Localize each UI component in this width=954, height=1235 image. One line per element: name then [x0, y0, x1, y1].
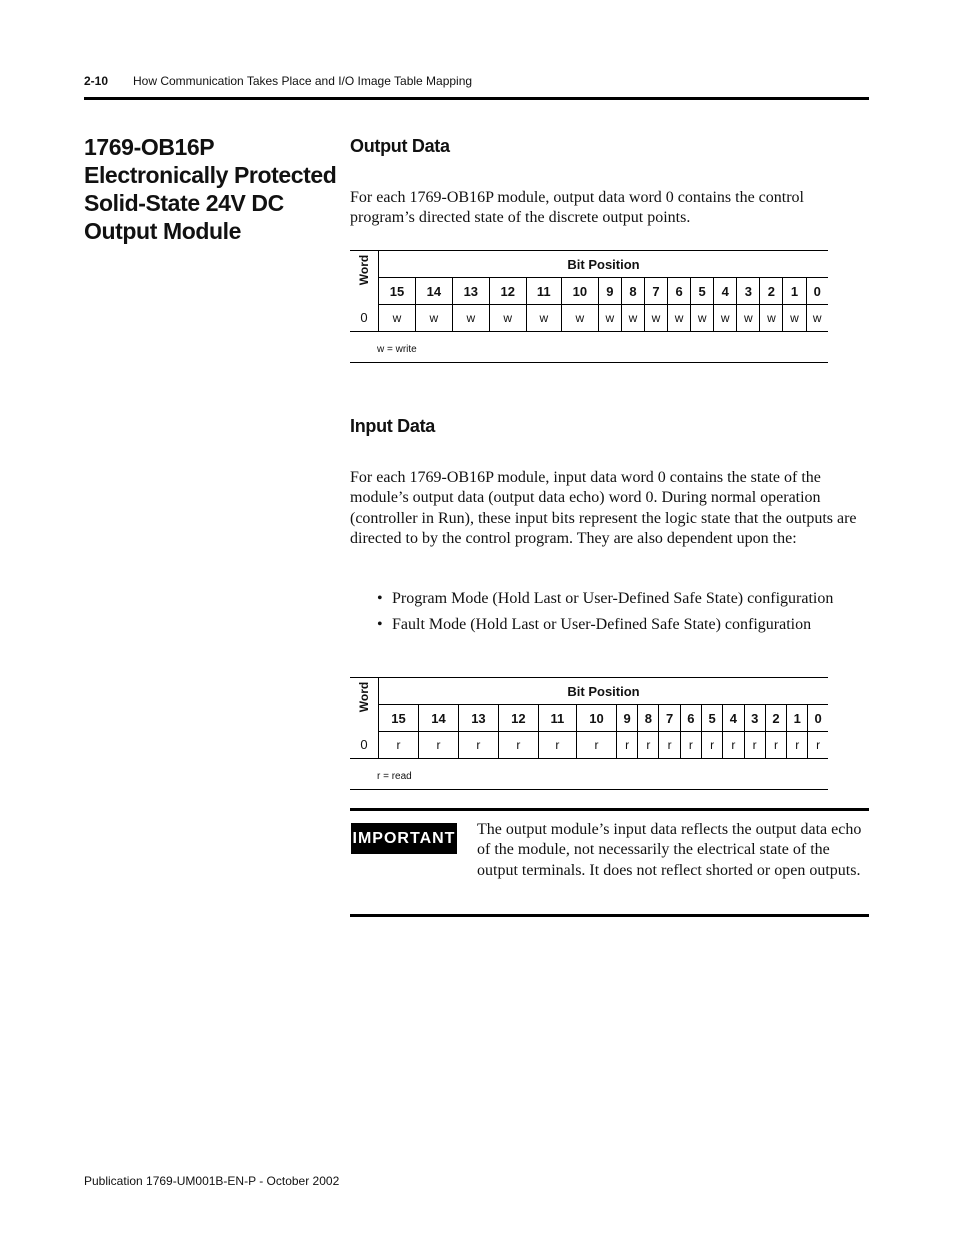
bit-header-cell: 9 [616, 705, 637, 732]
bit-header-cell: 13 [452, 278, 489, 305]
bit-header-cell: 12 [498, 705, 538, 732]
bit-position-header: Bit Position [379, 678, 829, 705]
word-column-header [350, 678, 379, 732]
output-data-heading: Output Data [350, 136, 450, 156]
bit-header-cell: 12 [489, 278, 526, 305]
bit-value-cell: r [787, 732, 808, 759]
bit-value-cell: r [765, 732, 786, 759]
bit-header-cell: 4 [714, 278, 737, 305]
bit-header-cell: 8 [621, 278, 644, 305]
input-data-heading: Input Data [350, 416, 435, 436]
bit-value-cell: r [702, 732, 723, 759]
bit-value-cell: w [806, 305, 828, 332]
bit-value-cell: w [561, 305, 598, 332]
bit-value-cell: w [691, 305, 714, 332]
bit-header-cell: 13 [458, 705, 498, 732]
bit-value-row [350, 732, 828, 759]
output-table-bottom-rule [350, 362, 828, 363]
bit-header-cell: 6 [668, 278, 691, 305]
bit-value-cell: w [415, 305, 452, 332]
bit-header-cell: 7 [659, 705, 680, 732]
word-column-header [350, 251, 379, 305]
bit-value-cell: r [379, 732, 419, 759]
bit-header-cell: 5 [691, 278, 714, 305]
output-legend: w = write [377, 344, 417, 355]
running-head: How Communication Takes Place and I/O Image Table Mapping [133, 74, 473, 88]
bit-value-cell: w [737, 305, 760, 332]
bit-value-cell: r [638, 732, 659, 759]
page-number: 2-10 [84, 74, 109, 88]
bit-header-cell: 2 [760, 278, 783, 305]
bit-header-cell: 7 [644, 278, 667, 305]
bit-value-cell: w [489, 305, 526, 332]
word-label: Word [357, 254, 371, 286]
bit-value-cell: r [723, 732, 744, 759]
bit-header-cell: 4 [723, 705, 744, 732]
word-index: 0 [350, 732, 379, 759]
input-legend: r = read [377, 771, 412, 782]
bit-header-cell: 0 [806, 278, 828, 305]
bit-header-cell: 5 [702, 705, 723, 732]
bit-value-cell: w [668, 305, 691, 332]
bit-header-row [350, 705, 828, 732]
bit-header-cell: 14 [418, 705, 458, 732]
important-callout [350, 808, 869, 917]
page-header [84, 73, 869, 100]
section-title: 1769-OB16P Electronically Protected Solid-State 24V DC Output Module [84, 134, 337, 244]
bit-value-cell: r [744, 732, 765, 759]
page-footer: Publication 1769-UM001B-EN-P - October 2002 [84, 1174, 340, 1188]
bit-header-cell: 8 [638, 705, 659, 732]
bit-header-cell: 14 [415, 278, 452, 305]
input-bullet-list [377, 589, 877, 642]
important-text: The output module’s input data reflects the output data echo of the module, not necessarily the electrical state of the output terminals. It does not reflect shorted or open outputs. [477, 821, 862, 879]
bit-header-cell: 2 [765, 705, 786, 732]
bit-value-cell: r [538, 732, 576, 759]
input-bit-table [350, 677, 828, 759]
output-bit-table [350, 250, 828, 332]
bit-value-cell: w [379, 305, 416, 332]
bit-value-cell: w [452, 305, 489, 332]
bit-header-cell: 3 [744, 705, 765, 732]
bit-value-cell: w [598, 305, 621, 332]
bit-value-cell: w [644, 305, 667, 332]
bit-value-cell: r [659, 732, 680, 759]
word-label: Word [357, 681, 371, 713]
bit-header-cell: 11 [526, 278, 561, 305]
bit-header-cell: 3 [737, 278, 760, 305]
bit-value-cell: r [808, 732, 828, 759]
bit-value-cell: r [418, 732, 458, 759]
bit-header-row [350, 278, 828, 305]
important-label: IMPORTANT [351, 823, 457, 854]
input-table-bottom-rule [350, 789, 828, 790]
bit-header-cell: 0 [808, 705, 828, 732]
bit-value-cell: w [621, 305, 644, 332]
input-data-paragraph: For each 1769-OB16P module, input data word 0 contains the state of the module’s output data (output data echo) word 0. During normal operation (controller in Run), these input bits represent the logic state that the outputs are directed to by the control program. They are also dependent upon the: [350, 469, 857, 547]
bit-header-cell: 15 [379, 705, 419, 732]
bit-value-row [350, 305, 828, 332]
bit-value-cell: r [498, 732, 538, 759]
bit-value-cell: r [576, 732, 616, 759]
list-item: • Fault Mode (Hold Last or User-Defined Safe State) configuration [377, 616, 812, 634]
bit-value-cell: r [616, 732, 637, 759]
bit-header-cell: 10 [561, 278, 598, 305]
bit-header-cell: 10 [576, 705, 616, 732]
word-index: 0 [350, 305, 379, 332]
bit-value-cell: w [783, 305, 806, 332]
bit-value-cell: w [760, 305, 783, 332]
output-data-paragraph: For each 1769-OB16P module, output data word 0 contains the control program’s directed state of the discrete output points. [350, 189, 804, 227]
bit-position-header: Bit Position [379, 251, 829, 278]
bit-value-cell: w [526, 305, 561, 332]
bit-header-cell: 11 [538, 705, 576, 732]
list-item: • Program Mode (Hold Last or User-Defined Safe State) configuration [377, 590, 834, 607]
bit-value-cell: r [458, 732, 498, 759]
bit-value-cell: w [714, 305, 737, 332]
bit-header-cell: 15 [379, 278, 416, 305]
bit-header-cell: 9 [598, 278, 621, 305]
bit-header-cell: 1 [787, 705, 808, 732]
bit-header-cell: 6 [680, 705, 701, 732]
bit-header-cell: 1 [783, 278, 806, 305]
bit-value-cell: r [680, 732, 701, 759]
